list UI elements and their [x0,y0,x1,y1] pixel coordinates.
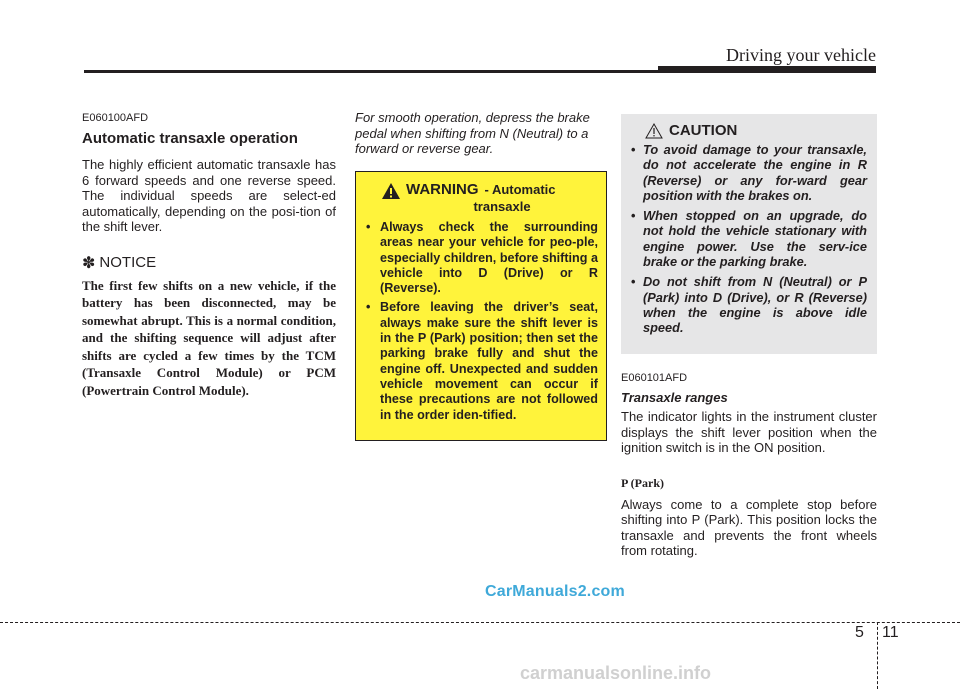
caution-list [631,142,867,336]
park-heading: P (Park) [621,475,664,490]
warning-list [366,220,598,423]
caution-box [621,114,877,354]
page-number-divider [877,622,878,689]
caution-title: CAUTION [669,122,738,139]
notice-title: NOTICE [99,254,157,271]
warning-item: • Before leaving the driver’s seat, always make sure the shift lever is in the P (Park) position; then set the parking brake fully and shut the engine off. Unexpected and sudden vehicle movement can occur if these precautions are not followed in the order iden-tified. [366,300,598,422]
warning-box [355,171,607,441]
warning-title: WARNING [406,181,479,198]
caution-item: • When stopped on an upgrade, do not hold the vehicle stationary with engine power. Use the serv-ice brake or the parking brake. [631,208,867,269]
caution-header [645,122,867,139]
notice-text: The first few shifts on a new vehicle, if the battery has been disconnected, may be somewhat abrupt. This is a normal condition, and the shifting sequence will adjust after shifts are cycled a few times by the TCM (Transaxle Control Module) or PCM (Powertrain Control Module). [82,277,336,398]
footer-divider [0,622,960,623]
caution-item: • Do not shift from N (Neutral) or P (Park) into D (Drive), or R (Reverse) when the engine is above idle speed. [631,274,867,335]
notice-header [82,253,336,273]
site-watermark[interactable]: CarManuals2.com [485,583,625,600]
warning-subtitle-line2: transaxle [473,199,531,214]
caution-item: • To avoid damage to your transaxle, do not accelerate the engine in R (Reverse) or any for-ward gear position with the brakes on. [631,142,867,203]
warning-header [382,182,598,199]
warning-subtitle: - Automatic [484,182,556,197]
warning-item: • Always check the surrounding areas near your vehicle for peo-ple, especially children, before shifting a vehicle into D (Drive) or R (Reverse). [366,220,598,296]
shifting-intro: For smooth operation, depress the brake pedal when shifting from N (Neutral) to a forward or reverse gear. [355,110,590,156]
section-heading: Transaxle ranges [621,390,728,405]
section-code: E060100AFD [82,112,149,124]
section-heading: Automatic transaxle operation [82,130,298,147]
page-header-title: Driving your vehicle [726,45,876,65]
chapter-number: 5 [855,624,864,641]
caution-triangle-icon [645,123,663,139]
bottom-watermark: carmanualsonline.info [520,663,712,683]
page-number: 11 [882,624,899,641]
middle-column [355,110,607,157]
section-paragraph: The indicator lights in the instrument cluster displays the shift lever position when the ignition switch is in the ON position. [621,409,877,455]
section-code: E060101AFD [621,372,688,384]
left-column [82,112,336,399]
warning-triangle-icon [382,183,400,199]
right-column [621,372,877,559]
header-rule-accent [658,66,876,71]
section-paragraph: The highly efficient automatic transaxle has 6 forward speeds and one reverse speed. The individual speeds are select-ed automatically, depending on the posi-tion of the shift lever. [82,157,336,234]
park-paragraph: Always come to a complete stop before shifting into P (Park). This position locks the transaxle and prevents the front wheels from rotating. [621,496,877,558]
notice-icon: ✽ [82,254,96,272]
